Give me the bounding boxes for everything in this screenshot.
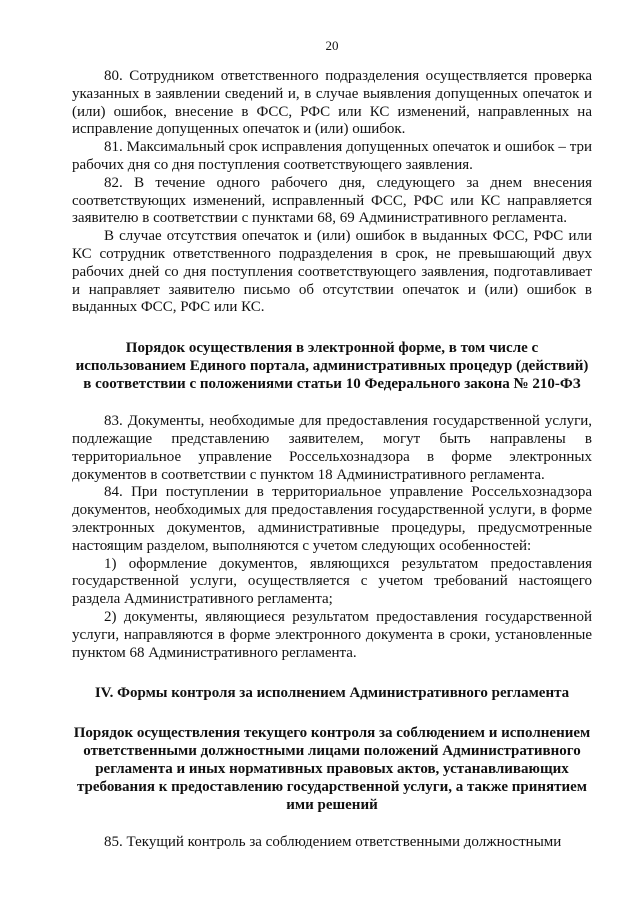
spacer: [72, 393, 592, 413]
paragraph-84: 84. При поступлении в территориальное управление Россельхознадзора документов, необходимых для предоставления государственной услуги, в форме электронных документов, административные процедуры, предусмотренные настоящим разделом, выполняются с учетом следующих особенностей:: [72, 484, 592, 554]
page-number: 20: [325, 38, 339, 53]
heading-electronic-form: Порядок осуществления в электронной форме, в том числе с использованием Единого портала, административных процедур (действий) в соответствии с положениями статьи 10 Федерального закона № 210-ФЗ: [75, 340, 589, 393]
heading-current-control: Порядок осуществления текущего контроля за соблюдением и исполнением ответственными должностными лицами положений Административного регламента и иных нормативных правовых актов, устанавливающих требования к предоставлению государственной услуги, а также принятием ими решений: [73, 725, 591, 814]
spacer: [72, 814, 592, 834]
paragraph-85: 85. Текущий контроль за соблюдением ответственными должностными: [104, 834, 562, 851]
heading-section-iv: IV. Формы контроля за исполнением Административного регламента: [94, 685, 570, 702]
spacer: [72, 662, 592, 684]
spacer: [72, 702, 592, 724]
paragraph-82: 82. В течение одного рабочего дня, следующего за днем внесения соответствующих изменений, исправленный ФСС, РФС или КС направляется заявителю в соответствии с пунктами 68, 69 Административного регламента.: [72, 174, 592, 227]
paragraph-84-item-2: 2) документы, являющиеся результатом предоставления государственной услуги, направляются в форме электронного документа в сроки, установленные пунктом 68 Административного регламента.: [72, 608, 592, 661]
paragraph-82-no-errors: В случае отсутствия опечаток и (или) ошибок в выданных ФСС, РФС или КС сотрудник ответственного подразделения в срок, не превышающий двух рабочих дней со дня поступления соответствующего заявления, подготавливает и направляет заявителю письмо об отсутствии опечаток и (или) ошибок в выданных ФСС, РФС или КС.: [72, 228, 592, 316]
paragraph-84-item-1: 1) оформление документов, являющихся результатом предоставления государственной услуги, осуществляется с учетом требований настоящего раздела Административного регламента;: [72, 555, 592, 608]
paragraph-81: 81. Максимальный срок исправления допущенных опечаток и ошибок – три рабочих дня со дня поступления соответствующего заявления.: [72, 139, 592, 173]
paragraph-83: 83. Документы, необходимые для предоставления государственной услуги, подлежащие представлению заявителем, могут быть направлены в территориальное управление Россельхознадзора в форме электронных документов в соответствии с пунктом 18 Административного регламента.: [72, 413, 592, 483]
paragraph-80: 80. Сотрудником ответственного подразделения осуществляется проверка указанных в заявлении сведений и, в случае выявления допущенных опечаток и (или) ошибок, внесение в ФСС, РФС или КС изменений, направленных на исправление допущенных опечаток и (или) ошибок.: [72, 68, 592, 138]
spacer: [72, 317, 592, 339]
